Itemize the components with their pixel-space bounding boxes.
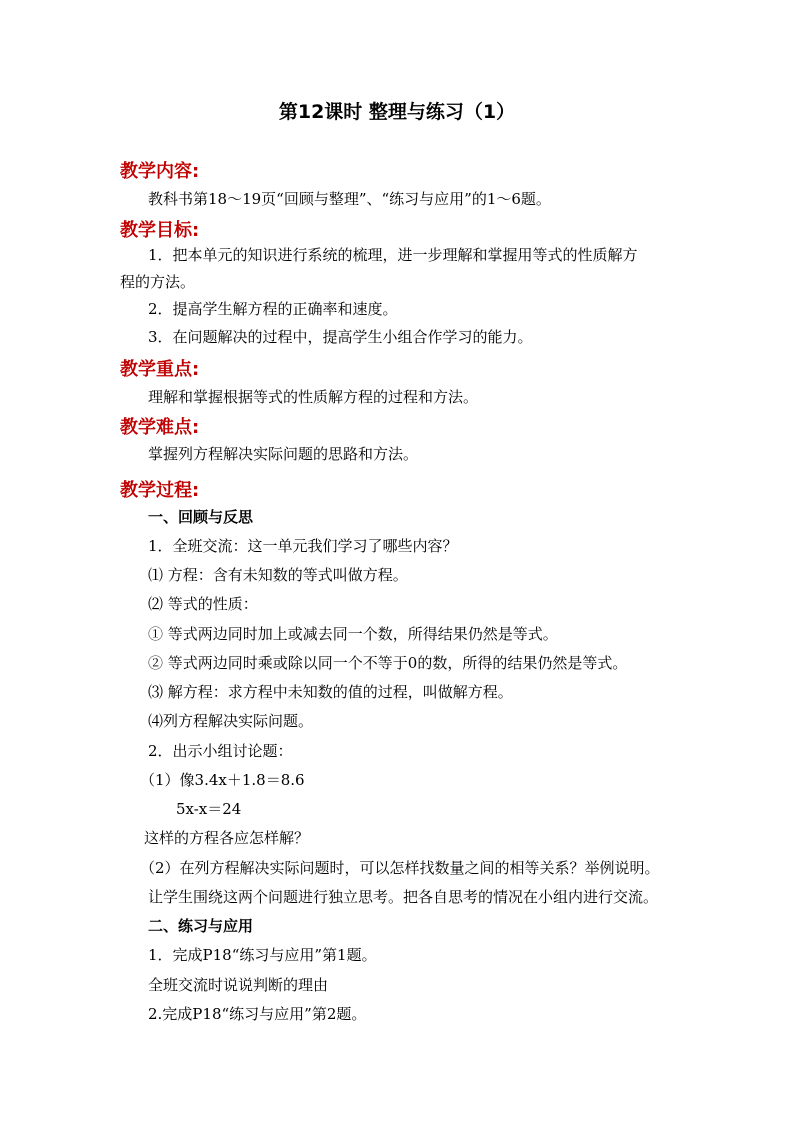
process-line: 2．出示小组讨论题： [148, 742, 293, 760]
process-line: ⑷列方程解决实际问题。 [148, 712, 314, 730]
process-line: 1．全班交流：这一单元我们学习了哪些内容？ [148, 537, 458, 555]
heading-teaching-content: 教学内容: [120, 161, 200, 182]
process-line: ⑶ 解方程：求方程中未知数的值的过程，叫做解方程。 [148, 683, 513, 701]
heading-key-points: 教学重点: [120, 359, 200, 380]
key-points-text: 理解和掌握根据等式的性质解方程的过程和方法。 [148, 388, 479, 406]
goal-line: 1．把本单元的知识进行系统的梳理，进一步理解和掌握用等式的性质解方 [148, 246, 638, 264]
page-title: 第12课时 整理与练习（1） [278, 101, 516, 123]
goal-line: 2．提高学生解方程的正确率和速度。 [148, 300, 398, 318]
process-line: 2.完成P18“练习与应用”第2题。 [148, 1005, 367, 1023]
process-line: ① 等式两边同时加上或减去同一个数，所得结果仍然是等式。 [148, 625, 558, 643]
process-line: ② 等式两边同时乘或除以同一个不等于0的数，所得的结果仍然是等式。 [148, 654, 628, 672]
process-line: 这样的方程各应怎样解？ [144, 829, 310, 847]
process-line: 让学生围绕这两个问题进行独立思考。把各自思考的情况在小组内进行交流。 [148, 888, 659, 906]
process-line: ⑴ 方程：含有未知数的等式叫做方程。 [148, 566, 408, 584]
process-line: （1）像3.4x＋1.8＝8.6 [140, 771, 305, 789]
process-subheading: 一、回顾与反思 [148, 508, 254, 526]
heading-difficulties: 教学难点: [120, 417, 200, 438]
goal-line: 3．在问题解决的过程中，提高学生小组合作学习的能力。 [148, 328, 533, 346]
process-line: （2）在列方程解决实际问题时，可以怎样找数量之间的相等关系？举例说明。 [140, 859, 660, 877]
teaching-content-text: 教科书第18～19页“回顾与整理”、“练习与应用”的1～6题。 [148, 190, 551, 208]
process-line: 1．完成P18“练习与应用”第1题。 [148, 946, 377, 964]
difficulties-text: 掌握列方程解决实际问题的思路和方法。 [148, 445, 419, 463]
process-line: ⑵ 等式的性质： [148, 595, 258, 613]
heading-teaching-process: 教学过程: [120, 480, 200, 501]
process-line: 全班交流时说说判断的理由 [148, 976, 329, 994]
process-line: 5x-x＝24 [176, 800, 242, 818]
heading-teaching-goals: 教学目标: [120, 220, 200, 241]
process-subheading: 二、练习与应用 [148, 917, 254, 935]
goal-line: 程的方法。 [120, 273, 196, 291]
